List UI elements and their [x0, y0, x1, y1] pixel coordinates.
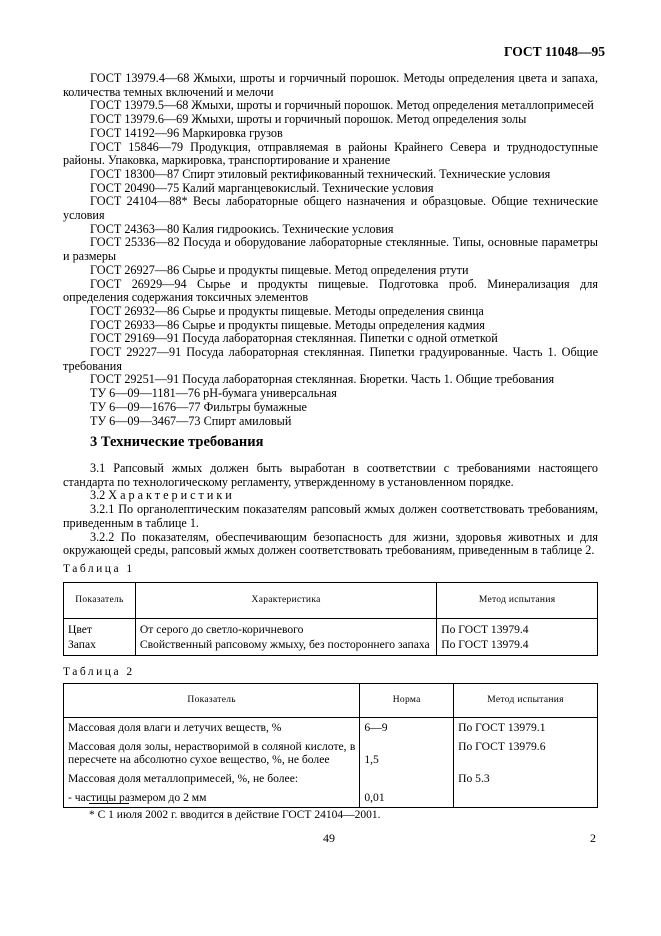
page-number: 49	[323, 831, 335, 845]
reference-item: ГОСТ 25336—82 Посуда и оборудование лабораторные стеклянные. Типы, основные параметры и размеры	[63, 235, 598, 264]
table-cell: - частицы размером до 2 мм	[64, 790, 360, 808]
table-cell: По ГОСТ 13979.6	[454, 739, 598, 771]
reference-item: ГОСТ 29169—91 Посуда лабораторная стеклянная. Пипетки с одной отметкой	[90, 331, 498, 346]
table-2	[63, 683, 598, 808]
reference-item: ГОСТ 13979.6—69 Жмыхи, шроты и горчичный порошок. Метод определения золы	[90, 112, 527, 127]
table-row	[64, 771, 598, 790]
table-row	[64, 619, 598, 638]
reference-item: ГОСТ 13979.4—68 Жмыхи, шроты и горчичный порошок. Методы определения цвета и запаха, количества темных включений и мелочи	[63, 71, 598, 99]
table-cell: От серого до светло-коричневого	[135, 619, 436, 638]
footnote-divider	[89, 803, 129, 804]
reference-item: ТУ 6—09—1181—76 pH-бумага универсальная	[90, 386, 337, 401]
paragraph-number: 3.2	[90, 488, 106, 503]
table-cell	[454, 790, 598, 808]
table-cell: 0,01	[360, 790, 454, 808]
running-header: ГОСТ 11048—95	[503, 44, 605, 59]
reference-item: ГОСТ 24363—80 Калия гидроокись. Технические условия	[90, 221, 394, 236]
table-1-label: Таблица 1	[63, 563, 135, 575]
table-cell: Запах	[64, 637, 136, 656]
column-header: Характеристика	[135, 583, 436, 619]
reference-item: ГОСТ 26932—86 Сырье и продукты пищевые. Методы определения свинца	[90, 303, 484, 318]
section-title: 3 Технические требования	[90, 434, 264, 450]
paragraph-3-2-2: 3.2.2 По показателям, обеспечивающим безопасность для жизни, здоровья животных и для окружающей среды, рапсовый жмых должен соответствовать требованиям, приведенным в таблице 2.	[63, 529, 598, 558]
reference-item: ГОСТ 13979.5—68 Жмыхи, шроты и горчичный порошок. Метод определения металлопримесей	[90, 98, 594, 113]
table-2-label: Таблица 2	[63, 666, 135, 678]
table-cell: Массовая доля влаги и летучих веществ, %	[64, 718, 360, 740]
table-cell: Массовая доля металлопримесей, %, не более:	[64, 771, 360, 790]
table-header-row	[64, 684, 598, 718]
table-row	[64, 637, 598, 656]
reference-item: ГОСТ 24104—88* Весы лабораторные общего назначения и образцовые. Общие технические условия	[63, 194, 598, 223]
column-header: Норма	[360, 684, 454, 718]
normative-references-list	[63, 72, 598, 428]
reference-item: ГОСТ 29251—91 Посуда лабораторная стеклянная. Бюретки. Часть 1. Общие требования	[90, 372, 555, 387]
reference-item: ГОСТ 29227—91 Посуда лабораторная стеклянная. Пипетки градуированные. Часть 1. Общие требования	[63, 345, 598, 373]
column-header: Метод испытания	[454, 684, 598, 718]
paragraph-3-1: 3.1 Рапсовый жмых должен быть выработан в соответствии с требованиями настоящего стандарта по технологическому регламенту, утвержденному в установленном порядке.	[63, 461, 598, 489]
table-header-row	[64, 583, 598, 619]
table-cell: Цвет	[64, 619, 136, 638]
table-1	[63, 582, 598, 656]
reference-item: ГОСТ 26933—86 Сырье и продукты пищевые. Методы определения кадмия	[90, 317, 485, 332]
paragraph-3-2-1: 3.2.1 По органолептическим показателям рапсовый жмых должен соответствовать требованиям, приведенным в таблице 1.	[63, 502, 598, 530]
reference-item: ГОСТ 26927—86 Сырье и продукты пищевые. Метод определения ртути	[90, 262, 469, 277]
reference-item: ГОСТ 20490—75 Калий марганцевокислый. Технические условия	[90, 180, 434, 195]
table-row	[64, 718, 598, 740]
table-cell: 1,5	[360, 739, 454, 771]
section-page-number: 2	[590, 831, 596, 845]
table-cell: По ГОСТ 13979.1	[454, 718, 598, 740]
reference-item: ГОСТ 14192—96 Маркировка грузов	[90, 125, 283, 140]
column-header: Показатель	[64, 583, 136, 619]
reference-item: ТУ 6—09—1676—77 Фильтры бумажные	[90, 399, 307, 414]
table-cell: По 5.3	[454, 771, 598, 790]
reference-item: ГОСТ 18300—87 Спирт этиловый ректификованный технический. Технические условия	[90, 166, 551, 181]
column-header: Метод испытания	[437, 583, 598, 619]
paragraph-heading: Характеристики	[108, 488, 235, 503]
table-cell: Свойственный рапсовому жмыху, без постороннего запаха	[135, 637, 436, 656]
table-cell	[360, 771, 454, 790]
paragraph-3-2	[63, 489, 598, 503]
table-row	[64, 739, 598, 771]
column-header: Показатель	[64, 684, 360, 718]
table-row	[64, 790, 598, 808]
table-cell: По ГОСТ 13979.4	[437, 619, 598, 638]
reference-item: ТУ 6—09—3467—73 Спирт амиловый	[90, 413, 292, 428]
table-cell: Массовая доля золы, нерастворимой в соляной кислоте, в пересчете на абсолютно сухое вещество, %, не более	[64, 739, 360, 771]
table-cell: 6—9	[360, 718, 454, 740]
section-technical-requirements	[63, 434, 598, 558]
reference-item: ГОСТ 15846—79 Продукция, отправляемая в районы Крайнего Севера и труднодоступные районы. Упаковка, маркировка, транспортирование и хранение	[63, 139, 598, 168]
footnote: * С 1 июля 2002 г. вводится в действие ГОСТ 24104—2001.	[89, 809, 381, 821]
table-cell: По ГОСТ 13979.4	[437, 637, 598, 656]
reference-item: ГОСТ 26929—94 Сырье и продукты пищевые. Подготовка проб. Минерализация для определения содержания токсичных элементов	[63, 276, 598, 305]
